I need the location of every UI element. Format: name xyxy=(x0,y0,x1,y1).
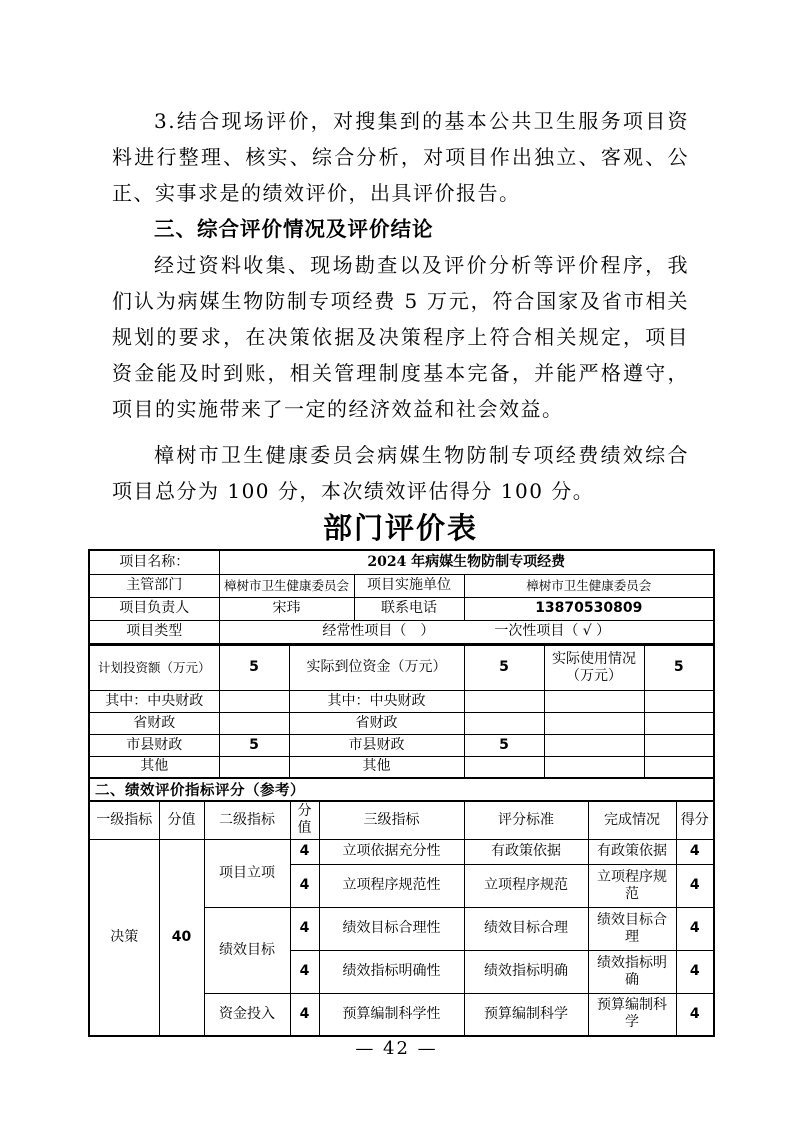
table-row xyxy=(89,550,714,574)
table-cell xyxy=(544,756,644,778)
table-row xyxy=(89,645,714,690)
province-finance-label: 省财政 xyxy=(289,712,464,734)
page-content xyxy=(88,0,713,1037)
level3-indicator: 预算编制科学性 xyxy=(319,993,464,1036)
leader-value: 宋玮 xyxy=(219,597,354,620)
row-points: 4 xyxy=(290,907,319,950)
level2-indicator: 绩效目标 xyxy=(204,907,290,993)
type-option-regular: 经常性项目（ ） xyxy=(322,623,435,640)
table-row xyxy=(89,620,714,644)
completion-status: 有政策依据 xyxy=(588,839,676,864)
paragraph-score-summary: 樟树市卫生健康委员会病媒生物防制专项经费绩效综合项目总分为 100 分，本次绩效评估得分 100 分。 xyxy=(112,443,689,503)
table-row xyxy=(89,690,714,712)
table-cell xyxy=(464,756,544,778)
score-standard: 绩效指标明确 xyxy=(464,950,588,993)
level3-indicator: 绩效指标明确性 xyxy=(319,950,464,993)
project-name-label: 项目名称： xyxy=(89,550,219,574)
completion-status: 预算编制科学 xyxy=(588,993,676,1036)
header-completion: 完成情况 xyxy=(588,801,676,839)
row-points: 4 xyxy=(290,839,319,864)
completion-status: 绩效指标明确 xyxy=(588,950,676,993)
row-points: 4 xyxy=(290,864,319,907)
city-finance-value: 5 xyxy=(464,734,544,756)
section-heading-conclusion: 三、综合评价情况及评价结论 xyxy=(154,217,434,241)
table-cell xyxy=(644,712,714,734)
level1-indicator: 决策 xyxy=(89,839,159,1036)
header-level1: 一级指标 xyxy=(89,801,159,839)
level3-indicator: 立项程序规范性 xyxy=(319,864,464,907)
other-finance-label: 其他 xyxy=(289,756,464,778)
dept-value: 樟树市卫生健康委员会 xyxy=(219,574,354,597)
impl-unit-value: 樟树市卫生健康委员会 xyxy=(464,574,714,597)
table-cell xyxy=(644,734,714,756)
project-type-options xyxy=(219,620,714,644)
table-row xyxy=(89,712,714,734)
completion-status: 绩效目标合理 xyxy=(588,907,676,950)
table-cell xyxy=(544,712,644,734)
city-finance-label: 市县财政 xyxy=(289,734,464,756)
paragraph-evaluation-result: 经过资料收集、现场勘查以及评价分析等评价程序，我们认为病媒生物防制专项经费 5 万元，符合国家及省市相关规划的要求，在决策依据及决策程序上符合相关规定，项目资金能及时到账，相关管理制度基本完备，并能严格遵守，项目的实施带来了一定的经济效益和社会效益。 xyxy=(112,253,689,421)
row-score: 4 xyxy=(676,993,714,1036)
city-finance-label: 市县财政 xyxy=(89,734,219,756)
table-title: 部门评价表 xyxy=(322,511,478,545)
actual-usage-label: 实际使用情况（万元） xyxy=(544,645,644,690)
table-cell xyxy=(544,734,644,756)
level2-indicator: 资金投入 xyxy=(204,993,290,1036)
table-cell xyxy=(219,690,289,712)
header-level3: 三级指标 xyxy=(319,801,464,839)
score-standard: 立项程序规范 xyxy=(464,864,588,907)
actual-funds-label: 实际到位资金（万元） xyxy=(289,645,464,690)
project-info-table xyxy=(88,549,715,645)
row-score: 4 xyxy=(676,907,714,950)
actual-funds-value: 5 xyxy=(464,645,544,690)
score-standard: 有政策依据 xyxy=(464,839,588,864)
city-finance-value: 5 xyxy=(219,734,289,756)
page-number: — 42 — xyxy=(355,1038,438,1059)
table-row xyxy=(89,756,714,778)
other-finance-label: 其他 xyxy=(89,756,219,778)
phone-value: 13870530809 xyxy=(464,597,714,620)
table-cell xyxy=(464,712,544,734)
header-points: 分值 xyxy=(290,801,319,839)
planned-investment-value: 5 xyxy=(219,645,289,690)
type-option-onetime: 一次性项目（ √ ） xyxy=(494,623,611,640)
table-header-row xyxy=(89,801,714,839)
actual-usage-value: 5 xyxy=(644,645,714,690)
indicator-score-table xyxy=(88,800,715,1037)
central-finance-label: 其中：中央财政 xyxy=(289,690,464,712)
table-cell xyxy=(644,690,714,712)
level2-indicator: 项目立项 xyxy=(204,839,290,907)
header-points: 分值 xyxy=(159,801,204,839)
score-standard: 预算编制科学 xyxy=(464,993,588,1036)
header-score: 得分 xyxy=(676,801,714,839)
central-finance-label: 其中：中央财政 xyxy=(89,690,219,712)
table-cell xyxy=(219,712,289,734)
header-level2: 二级指标 xyxy=(204,801,290,839)
funding-table xyxy=(88,644,715,779)
table-cell xyxy=(544,690,644,712)
paragraph-field-evaluation: 3.结合现场评价，对搜集到的基本公共卫生服务项目资料进行整理、核实、综合分析，对项目作出独立、客观、公正、实事求是的绩效评价，出具评价报告。 xyxy=(112,109,689,205)
planned-investment-label: 计划投资额（万元） xyxy=(89,645,219,690)
body-text-block xyxy=(112,103,689,509)
project-name-value: 2024 年病媒生物防制专项经费 xyxy=(219,550,714,574)
project-type-label: 项目类型 xyxy=(89,620,219,644)
table-cell xyxy=(219,756,289,778)
table-cell xyxy=(464,690,544,712)
row-points: 4 xyxy=(290,993,319,1036)
dept-label: 主管部门 xyxy=(89,574,219,597)
level3-indicator: 立项依据充分性 xyxy=(319,839,464,864)
level1-points: 40 xyxy=(159,839,204,1036)
table-row xyxy=(89,574,714,597)
row-score: 4 xyxy=(676,950,714,993)
province-finance-label: 省财政 xyxy=(89,712,219,734)
table-row xyxy=(89,597,714,620)
table-cell xyxy=(644,756,714,778)
section2-header: 二、绩效评价指标评分（参考） xyxy=(88,779,715,801)
row-score: 4 xyxy=(676,839,714,864)
completion-status: 立项程序规范 xyxy=(588,864,676,907)
header-standard: 评分标准 xyxy=(464,801,588,839)
table-row xyxy=(89,734,714,756)
impl-unit-label: 项目实施单位 xyxy=(354,574,464,597)
row-points: 4 xyxy=(290,950,319,993)
table-row xyxy=(89,839,714,864)
level3-indicator: 绩效目标合理性 xyxy=(319,907,464,950)
phone-label: 联系电话 xyxy=(354,597,464,620)
row-score: 4 xyxy=(676,864,714,907)
score-standard: 绩效目标合理 xyxy=(464,907,588,950)
leader-label: 项目负责人 xyxy=(89,597,219,620)
